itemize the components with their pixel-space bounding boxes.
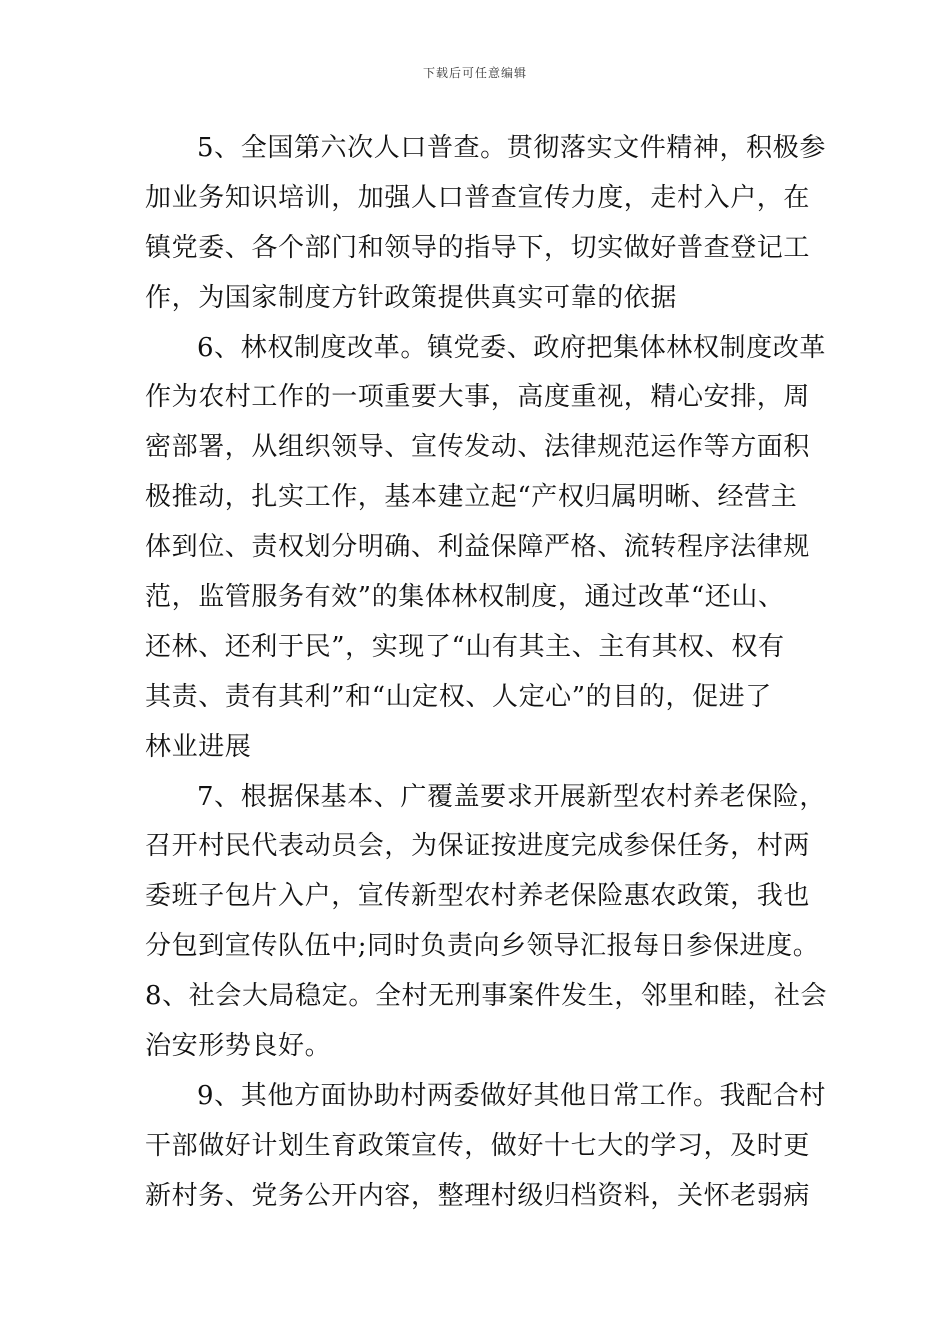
text-line: 7、根据保基本、广覆盖要求开展新型农村养老保险， (197, 781, 826, 812)
text-line: 5、全国第六次人口普查。贯彻落实文件精神，积极参 (197, 133, 826, 163)
text-line: 召开村民代表动员会，为保证按进度完成参保任务，村两 (145, 831, 811, 862)
document-body (145, 124, 828, 1222)
text-line: 9、其他方面协助村两委做好其他日常工作。我配合村 (197, 1080, 826, 1111)
text-line: 作，为国家制度方针政策提供真实可靠的依据 (145, 282, 678, 313)
text-line: 加业务知识培训，加强人口普查宣传力度，走村入户，在 (145, 182, 811, 213)
text-line: 其责、责有其利”和“山定权、人定心”的目的，促进了 (145, 681, 772, 712)
text-line: 6、林权制度改革。镇党委、政府把集体林权制度改革 (197, 332, 826, 363)
text-line: 委班子包片入户，宣传新型农村养老保险惠农政策，我也 (145, 881, 811, 912)
text-line: 密部署，从组织领导、宣传发动、法律规范运作等方面积 (145, 432, 811, 463)
text-line: 体到位、责权划分明确、利益保障严格、流转程序法律规 (145, 532, 811, 563)
text-line: 林业进展 (145, 731, 252, 762)
text-line: 新村务、党务公开内容，整理村级归档资料，关怀老弱病 (145, 1180, 811, 1211)
text-line: 镇党委、各个部门和领导的指导下，切实做好普查登记工 (145, 232, 811, 263)
text-line: 作为农村工作的一项重要大事，高度重视，精心安排，周 (145, 382, 811, 413)
text-line: 治安形势良好。 (145, 1031, 332, 1062)
text-line: 极推动，扎实工作，基本建立起“产权归属明晰、经营主 (145, 482, 798, 513)
text-line: 干部做好计划生育政策宣传，做好十七大的学习，及时更 (145, 1130, 811, 1161)
page-header: 下载后可任意编辑 (422, 66, 527, 80)
text-line: 范，监管服务有效”的集体林权制度，通过改革“还山、 (145, 582, 785, 613)
text-line: 分包到宣传队伍中;同时负责向乡领导汇报每日参保进度。 (145, 931, 820, 962)
text-line: 8、社会大局稳定。全村无刑事案件发生，邻里和睦，社会 (145, 981, 828, 1012)
text-line: 还林、还利于民”，实现了“山有其主、主有其权、权有 (145, 631, 785, 662)
